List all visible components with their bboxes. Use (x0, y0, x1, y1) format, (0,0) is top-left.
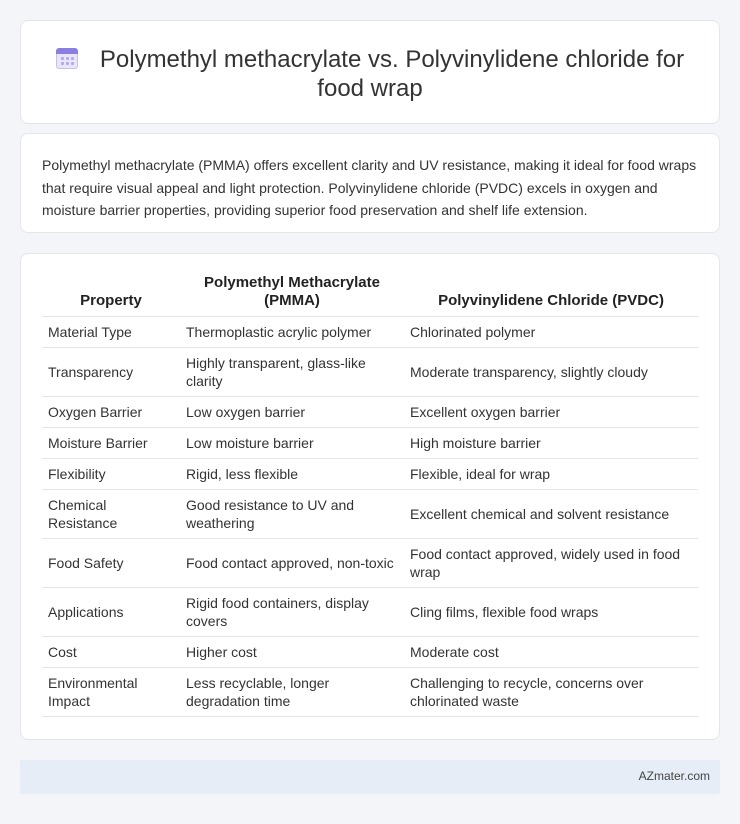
property-cell: Oxygen Barrier (42, 396, 180, 427)
property-cell: Transparency (42, 347, 180, 396)
comparison-table-card (20, 253, 720, 740)
pvdc-cell: Excellent oxygen barrier (404, 396, 698, 427)
pmma-cell: Low moisture barrier (180, 427, 404, 458)
title-card (20, 20, 720, 124)
pmma-cell: Good resistance to UV and weathering (180, 489, 404, 538)
table-row (42, 458, 698, 489)
pvdc-cell: Flexible, ideal for wrap (404, 458, 698, 489)
pmma-cell: Rigid food containers, display covers (180, 587, 404, 636)
pmma-cell: Higher cost (180, 636, 404, 667)
property-cell: Flexibility (42, 458, 180, 489)
table-row (42, 347, 698, 396)
property-cell: Chemical Resistance (42, 489, 180, 538)
pmma-cell: Less recyclable, longer degradation time (180, 667, 404, 716)
pvdc-cell: Moderate cost (404, 636, 698, 667)
pmma-cell: Low oxygen barrier (180, 396, 404, 427)
pvdc-cell: Challenging to recycle, concerns over chlorinated waste (404, 667, 698, 716)
property-cell: Cost (42, 636, 180, 667)
pvdc-cell: Food contact approved, widely used in food wrap (404, 538, 698, 587)
page-title: Polymethyl methacrylate vs. Polyvinylidene chloride for food wrap (99, 46, 685, 102)
footer-brand[interactable]: AZmater.com (638, 769, 710, 783)
header-property: Property (42, 273, 180, 316)
table-row (42, 587, 698, 636)
description-card (20, 133, 720, 233)
page-title-wrapper (21, 45, 719, 103)
table-row (42, 396, 698, 427)
description-text: Polymethyl methacrylate (PMMA) offers excellent clarity and UV resistance, making it ideal for food wraps that require visual appeal and light protection. Polyvinylidene chloride (PVDC) excels in oxygen and moisture barrier properties, providing superior food preservation and shelf life extension. (42, 157, 697, 218)
pvdc-cell: High moisture barrier (404, 427, 698, 458)
pmma-cell: Food contact approved, non-toxic (180, 538, 404, 587)
header-pmma: Polymethyl Methacrylate (PMMA) (180, 273, 404, 316)
table-row (42, 538, 698, 587)
pmma-cell: Highly transparent, glass-like clarity (180, 347, 404, 396)
table-header-row (42, 273, 698, 316)
pvdc-cell: Cling films, flexible food wraps (404, 587, 698, 636)
property-cell: Material Type (42, 316, 180, 347)
footer-bar (20, 760, 720, 794)
table-row (42, 636, 698, 667)
table-row (42, 489, 698, 538)
pmma-cell: Rigid, less flexible (180, 458, 404, 489)
table-row (42, 427, 698, 458)
table-row (42, 316, 698, 347)
property-cell: Applications (42, 587, 180, 636)
table-row (42, 667, 698, 716)
header-pvdc: Polyvinylidene Chloride (PVDC) (404, 273, 698, 316)
pvdc-cell: Moderate transparency, slightly cloudy (404, 347, 698, 396)
pvdc-cell: Chlorinated polymer (404, 316, 698, 347)
property-cell: Food Safety (42, 538, 180, 587)
property-cell: Environmental Impact (42, 667, 180, 716)
calendar-icon (56, 46, 78, 70)
pmma-cell: Thermoplastic acrylic polymer (180, 316, 404, 347)
pvdc-cell: Excellent chemical and solvent resistance (404, 489, 698, 538)
comparison-table (42, 273, 698, 717)
property-cell: Moisture Barrier (42, 427, 180, 458)
